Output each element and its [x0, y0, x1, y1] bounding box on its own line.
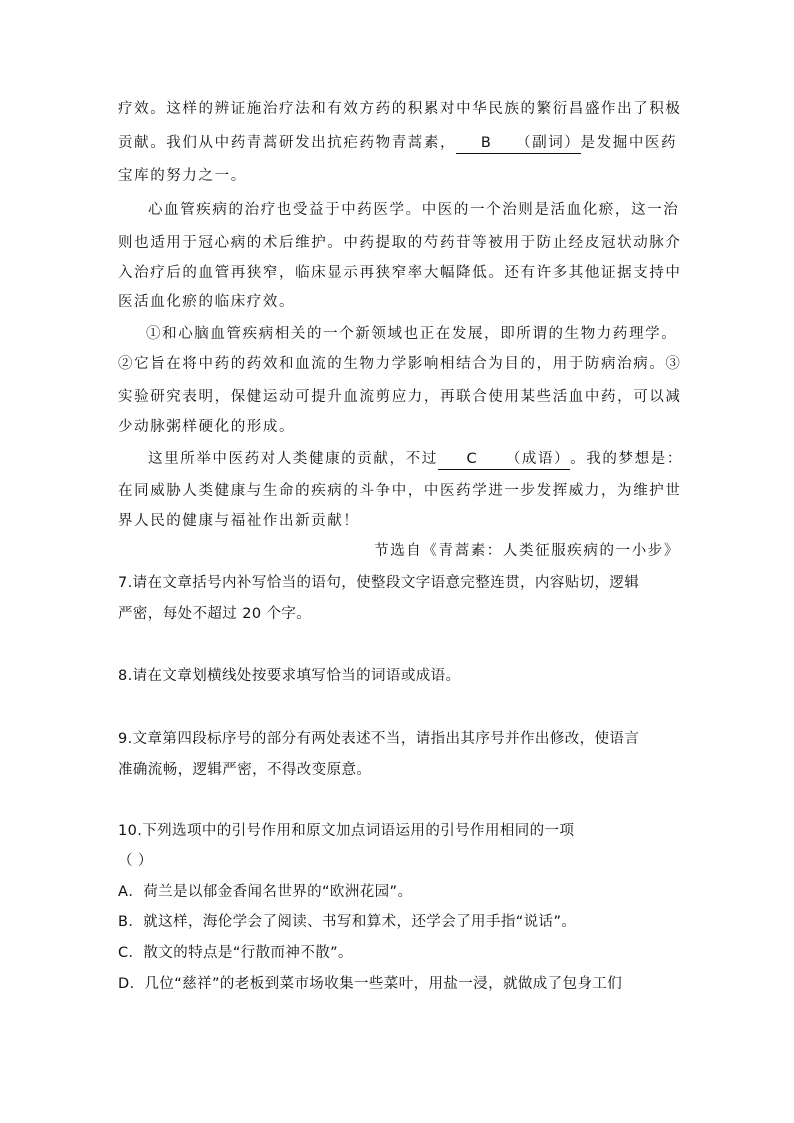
question-7-cont: 严密，每处不超过 20 个字。: [118, 606, 312, 622]
question-10: 10.下列选项中的引号作用和原文加点词语运用的引号作用相同的一项: [118, 823, 575, 839]
passage-line: 宝库的努力之一。: [118, 168, 247, 184]
option-a[interactable]: A．荷兰是以郁金香闻名世界的“欧洲花园”。: [118, 884, 413, 900]
passage-line: 则也适用于冠心病的术后维护。中药提取的芍药苷等被用于防止经皮冠状动脉介: [118, 235, 682, 251]
passage-line: 界人民的健康与福祉作出新贡献！: [118, 513, 360, 529]
blank-b[interactable]: B: [456, 133, 516, 154]
passage-text: 是发掘中医药: [580, 135, 678, 151]
passage-line: 实验研究表明，保健运动可提升血流剪应力，再联合使用某些活血中药，可以减: [118, 389, 682, 405]
question-9-cont: 准确流畅，逻辑严密，不得改变原意。: [118, 762, 372, 778]
hint-adverb: （副词）: [516, 133, 580, 154]
question-8: 8.请在文章划横线处按要求填写恰当的词语或成语。: [118, 668, 461, 684]
passage-line: 心血管疾病的治疗也受益于中药医学。中医的一个治则是活血化瘀，这一治: [148, 202, 680, 218]
blank-c[interactable]: C: [438, 449, 506, 470]
passage-line: 入治疗后的血管再狭窄，临床显示再狭窄率大幅降低。还有许多其他证据支持中: [118, 265, 682, 281]
source-citation: 节选自《青蒿素：人类征服疾病的一小步》: [374, 543, 680, 559]
passage-line: 疗效。这样的辨证施治疗法和有效方药的积累对中华民族的繁衍昌盛作出了积极: [118, 101, 682, 117]
option-c[interactable]: C．散文的特点是“行散而神不散”。: [118, 945, 353, 961]
question-7: 7.请在文章括号内补写恰当的语句，使整段文字语意完整连贯，内容贴切，逻辑: [118, 575, 640, 591]
option-b[interactable]: B．就这样，海伦学会了阅读、书写和算术，还学会了用手指“说话”。: [118, 914, 577, 930]
hint-idiom: （成语）: [506, 449, 570, 470]
passage-line: 医活血化瘀的临床疗效。: [118, 294, 296, 310]
option-d[interactable]: D．几位“慈祥”的老板到菜市场收集一些菜叶，用盐一浸，就做成了包身工们: [118, 976, 623, 992]
passage-line: 少动脉粥样硬化的形成。: [118, 419, 296, 435]
answer-paren[interactable]: （ ）: [118, 853, 153, 869]
passage-line: [148, 449, 683, 470]
passage-text: 这里所举中医药对人类健康的贡献，不过: [148, 451, 438, 467]
passage-line: [118, 133, 678, 154]
passage-line: ②它旨在将中药的药效和血流的生物力学影响相结合为目的，用于防病治病。③: [118, 356, 682, 372]
passage-text: 贡献。我们从中药青蒿研发出抗疟药物青蒿素，: [118, 135, 457, 151]
question-9: 9.文章第四段标序号的部分有两处表述不当，请指出其序号并作出修改，使语言: [118, 731, 640, 747]
passage-line: ①和心脑血管疾病相关的一个新领域也正在发展，即所谓的生物力药理学。: [146, 326, 678, 342]
passage-line: 在同威胁人类健康与生命的疾病的斗争中，中医药学进一步发挥威力，为维护世: [118, 483, 682, 499]
passage-text: 。我的梦想是：: [570, 451, 683, 467]
